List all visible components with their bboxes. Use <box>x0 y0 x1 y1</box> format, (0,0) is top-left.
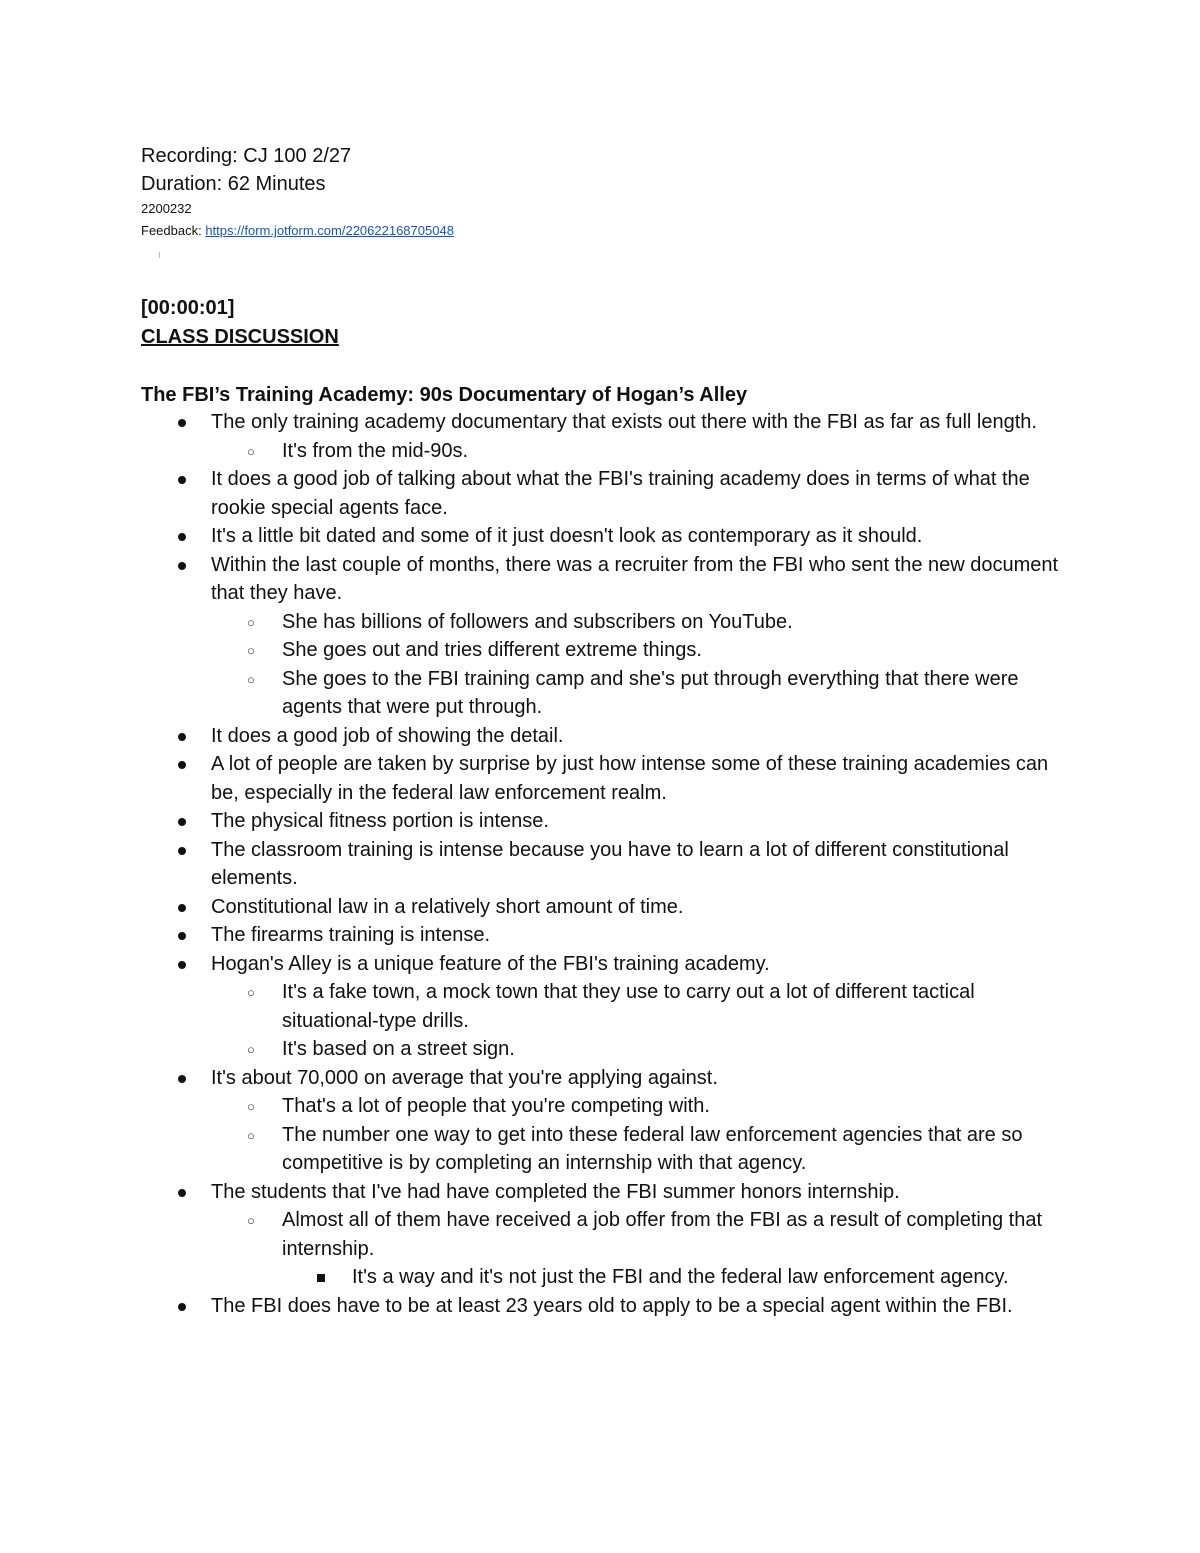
note-text: That's a lot of people that you're competing with. <box>282 1095 710 1117</box>
hollow-circle-bullet-icon: ○ <box>247 985 255 1000</box>
hollow-circle-bullet-icon: ○ <box>247 1127 255 1143</box>
note-text: The only training academy documentary that exists out there with the FBI as far as full length. <box>211 411 1037 433</box>
note-item-level-1 <box>141 1064 1071 1093</box>
note-item-level-1 <box>141 921 1071 950</box>
feedback-label: Feedback: <box>141 223 206 238</box>
note-item-level-2 <box>141 608 1071 637</box>
note-text: The students that I've had have completed the FBI summer honors internship. <box>211 1180 900 1203</box>
filled-circle-bullet-icon <box>178 961 186 969</box>
note-text: It does a good job of talking about what the FBI's training academy does in terms of what the rookie special agents face. <box>211 468 1030 519</box>
note-text: She has billions of followers and subscribers on YouTube. <box>282 610 793 633</box>
note-text: A lot of people are taken by surprise by just how intense some of these training academies can be, especially in the federal law enforcement realm. <box>211 753 1049 804</box>
recording-header <box>141 142 454 242</box>
note-item-level-2 <box>141 636 1071 665</box>
note-text: It's based on a street sign. <box>282 1038 515 1060</box>
note-text: It's from the mid-90s. <box>282 439 469 462</box>
filled-circle-bullet-icon <box>178 847 186 855</box>
note-item-level-1 <box>141 750 1071 807</box>
hollow-circle-bullet-icon: ○ <box>247 1042 255 1057</box>
feedback-line <box>141 220 454 242</box>
feedback-link[interactable]: https://form.jotform.com/220622168705048 <box>205 223 454 238</box>
section-title: CLASS DISCUSSION <box>141 326 339 348</box>
note-text: It does a good job of showing the detail. <box>211 724 564 747</box>
timestamp: [00:00:01] <box>141 297 235 319</box>
filled-circle-bullet-icon <box>178 733 186 741</box>
note-item-level-2 <box>141 665 1071 722</box>
note-item-level-1 <box>141 465 1071 522</box>
note-text: The number one way to get into these federal law enforcement agencies that are so competitive is by completing an internship with that agency. <box>282 1123 1023 1174</box>
note-text: Within the last couple of months, there was a recruiter from the FBI who sent the new document that they have. <box>211 553 1059 604</box>
note-item-level-1 <box>141 836 1071 893</box>
note-text: It's a way and it's not just the FBI and the federal law enforcement agency. <box>352 1266 1009 1288</box>
notes-list <box>141 408 1071 1320</box>
note-text: The firearms training is intense. <box>211 924 491 946</box>
note-text: The physical fitness portion is intense. <box>211 810 549 832</box>
note-text: Hogan's Alley is a unique feature of the FBI's training academy. <box>211 952 770 975</box>
hollow-circle-bullet-icon: ○ <box>247 643 255 658</box>
hollow-circle-bullet-icon: ○ <box>247 614 255 630</box>
note-text: It's about 70,000 on average that you're applying against. <box>211 1066 718 1089</box>
note-item-level-1 <box>141 722 1071 751</box>
note-text: It's a fake town, a mock town that they use to carry out a lot of different tactical situational-type drills. <box>282 981 975 1032</box>
note-item-level-2 <box>141 1035 1071 1064</box>
note-text: Constitutional law in a relatively short amount of time. <box>211 895 684 918</box>
note-item-level-2 <box>141 437 1071 466</box>
note-item-level-2 <box>141 1092 1071 1121</box>
note-item-level-1 <box>141 1292 1071 1321</box>
note-item-level-2 <box>141 1121 1071 1178</box>
note-text: She goes out and tries different extreme things. <box>282 639 702 661</box>
note-item-level-2 <box>141 1206 1071 1263</box>
note-item-level-1 <box>141 1178 1071 1207</box>
recording-title: Recording: CJ 100 2/27 <box>141 145 352 167</box>
note-item-level-1 <box>141 950 1071 979</box>
filled-circle-bullet-icon <box>178 904 186 912</box>
filled-circle-bullet-icon <box>178 818 186 826</box>
hollow-circle-bullet-icon: ○ <box>247 1213 255 1228</box>
filled-circle-bullet-icon <box>178 1189 186 1197</box>
note-item-level-1 <box>141 408 1071 437</box>
recording-duration: Duration: 62 Minutes <box>141 173 326 195</box>
note-item-level-1 <box>141 893 1071 922</box>
notes-subtitle: The FBI’s Training Academy: 90s Documentary of Hogan’s Alley <box>141 384 748 406</box>
hollow-circle-bullet-icon: ○ <box>247 1099 255 1114</box>
square-bullet-icon <box>317 1274 325 1282</box>
filled-circle-bullet-icon <box>178 1075 186 1083</box>
filled-circle-bullet-icon <box>178 1303 186 1311</box>
filled-circle-bullet-icon <box>178 476 186 484</box>
note-item-level-1 <box>141 807 1071 836</box>
note-item-level-1 <box>141 522 1071 551</box>
note-text: The FBI does have to be at least 23 years old to apply to be a special agent within the FBI. <box>211 1294 1013 1317</box>
note-item-level-3 <box>141 1263 1071 1292</box>
note-text: It's a little bit dated and some of it just doesn't look as contemporary as it should. <box>211 525 923 547</box>
note-text: Almost all of them have received a job offer from the FBI as a result of completing that internship. <box>282 1209 1042 1260</box>
filled-circle-bullet-icon <box>178 761 186 769</box>
note-text: She goes to the FBI training camp and she's put through everything that there were agents that were put through. <box>282 667 1019 718</box>
note-text: The classroom training is intense because you have to learn a lot of different constitutional elements. <box>211 838 1009 889</box>
hollow-circle-bullet-icon: ○ <box>247 443 255 459</box>
text-cursor-mark <box>159 252 160 258</box>
note-item-level-1 <box>141 551 1071 608</box>
note-item-level-2 <box>141 978 1071 1035</box>
filled-circle-bullet-icon <box>178 562 186 570</box>
filled-circle-bullet-icon <box>178 419 186 427</box>
recording-code: 2200232 <box>141 201 192 216</box>
hollow-circle-bullet-icon: ○ <box>247 671 255 687</box>
filled-circle-bullet-icon <box>178 932 186 940</box>
filled-circle-bullet-icon <box>178 533 186 541</box>
